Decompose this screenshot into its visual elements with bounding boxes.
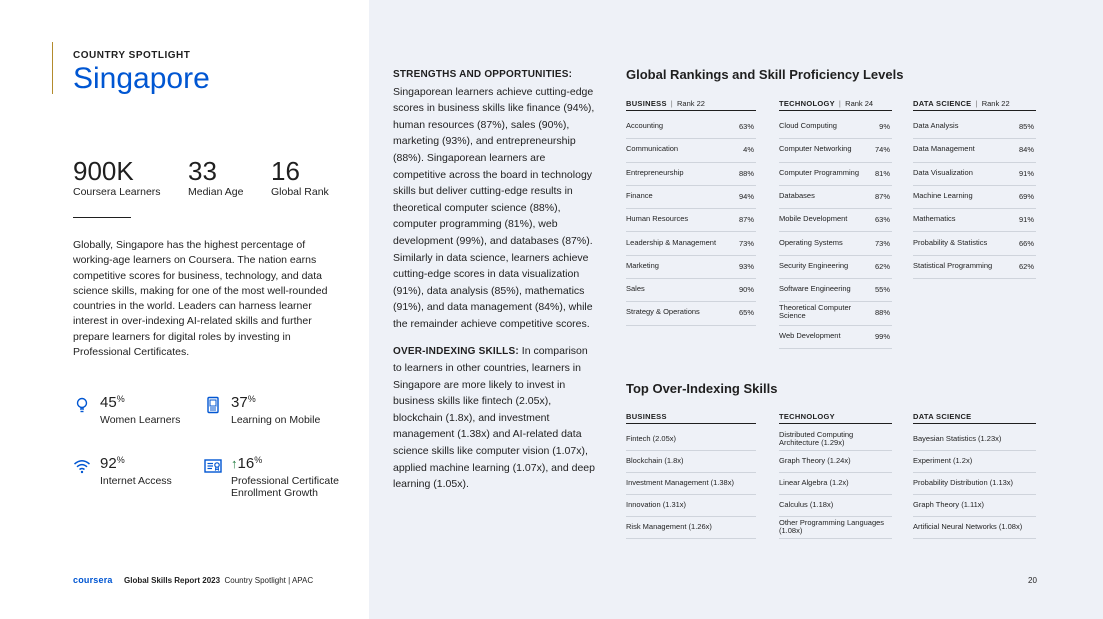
stat-global-rank — [271, 156, 329, 198]
skill-name: Innovation (1.31x) — [626, 500, 687, 509]
footer-text — [124, 576, 313, 585]
kpi-learning-mobile — [204, 394, 354, 430]
skill-name: Data Analysis — [913, 121, 959, 130]
overindexing-paragraph — [393, 343, 598, 493]
skill-name: Fintech (2.05x) — [626, 434, 677, 443]
header-separator: | — [670, 99, 673, 108]
kpi-internet-access — [73, 455, 203, 491]
skill-name: Data Visualization — [913, 167, 973, 177]
kpi-unit: % — [247, 394, 256, 404]
table-row — [913, 233, 1036, 256]
kpi-label: Women Learners — [100, 414, 181, 426]
table-row — [626, 279, 756, 302]
rankings-data-science-table — [913, 99, 1036, 359]
accent-line — [52, 42, 53, 94]
kpi-number: 92 — [100, 455, 117, 472]
table-row — [913, 116, 1036, 139]
stat-value: 16 — [271, 156, 300, 186]
skill-percent: 91% — [1018, 215, 1034, 225]
table-row — [779, 429, 892, 451]
table-header — [913, 99, 1010, 108]
kpi-label: Internet Access — [100, 475, 172, 487]
kpi-label: Professional Certificate Enrollment Growth — [231, 475, 339, 499]
table-row — [626, 517, 756, 539]
country-title: Singapore — [73, 62, 210, 95]
skill-name: Graph Theory (1.11x) — [913, 500, 985, 509]
skill-percent: 69% — [1018, 191, 1034, 201]
skill-name: Databases — [779, 190, 815, 200]
lightbulb-icon — [73, 396, 91, 414]
strengths-heading: STRENGTHS AND OPPORTUNITIES: — [393, 69, 573, 80]
skill-percent: 74% — [874, 145, 890, 155]
kpi-value — [231, 394, 256, 411]
top-data-science-table — [913, 412, 1036, 542]
kpi-value — [231, 455, 262, 472]
header-rule — [626, 110, 756, 111]
table-row — [779, 473, 892, 495]
skill-name: Artificial Neural Networks (1.08x) — [913, 522, 1023, 531]
category-name: TECHNOLOGY — [779, 99, 835, 108]
rankings-technology-table — [779, 99, 892, 359]
spotlight-label: COUNTRY SPOTLIGHT — [73, 50, 191, 61]
table-row — [626, 473, 756, 495]
table-header: DATA SCIENCE — [913, 412, 972, 421]
skill-percent: 63% — [874, 215, 890, 225]
skill-name: Distributed Computing Architecture (1.29x) — [779, 430, 854, 447]
skill-percent: 9% — [879, 122, 890, 131]
skill-percent: 65% — [738, 308, 754, 318]
skill-percent: 94% — [738, 191, 754, 201]
table-header — [779, 99, 873, 108]
skill-percent: 85% — [1018, 122, 1034, 131]
table-row — [913, 517, 1036, 539]
skill-percent: 73% — [738, 238, 754, 248]
skill-percent: 88% — [738, 168, 754, 178]
skill-name: Risk Management (1.26x) — [626, 522, 712, 531]
table-row — [779, 139, 892, 162]
skill-name: Other Programming Languages (1.08x) — [779, 518, 885, 535]
category-name: DATA SCIENCE — [913, 99, 972, 108]
skill-name: Web Development — [779, 330, 841, 340]
header-rule — [626, 423, 756, 424]
kpi-unit: % — [116, 394, 125, 404]
skill-percent: 81% — [874, 168, 890, 178]
skill-percent: 87% — [874, 191, 890, 201]
skill-percent: 84% — [1018, 145, 1034, 155]
kpi-unit: % — [116, 455, 125, 465]
category-rank: Rank 24 — [845, 99, 874, 108]
table-row — [779, 256, 892, 279]
skill-name: Communication — [626, 144, 679, 154]
table-row — [626, 256, 756, 279]
skill-name: Bayesian Statistics (1.23x) — [913, 434, 1002, 443]
header-rule — [913, 110, 1036, 111]
footer-report: Global Skills Report 2023 — [124, 576, 221, 585]
skill-name: Security Engineering — [779, 260, 849, 270]
table-row — [779, 233, 892, 256]
stat-learners — [73, 156, 161, 198]
overindexing-heading: OVER-INDEXING SKILLS: — [393, 345, 519, 357]
skill-name: Computer Networking — [779, 144, 852, 154]
narrative-column — [393, 66, 598, 503]
stat-label: Global Rank — [271, 186, 329, 198]
stat-label: Median Age — [188, 186, 244, 198]
skill-percent: 87% — [738, 215, 754, 225]
table-header: TECHNOLOGY — [779, 412, 835, 421]
table-row — [913, 256, 1036, 279]
skill-name: Probability & Statistics — [913, 237, 988, 247]
intro-paragraph: Globally, Singapore has the highest percentage of working-age learners on Coursera. The nation earns competitive scores for business, technology, and data science skills, making for one of the most well-rounded countries in the world. Leaders can harness learner interest in over-indexing AI-related skills and further prepare learners for digital roles by investing in Professional Certificates. — [73, 239, 328, 359]
skill-name: Accounting — [626, 121, 664, 130]
skill-percent: 99% — [874, 331, 890, 341]
table-row — [779, 451, 892, 473]
stat-value: 33 — [188, 156, 217, 186]
table-row — [779, 209, 892, 232]
mobile-icon — [204, 396, 222, 414]
skill-name: Cloud Computing — [779, 121, 837, 130]
kpi-number: 45 — [100, 394, 117, 411]
table-row — [626, 163, 756, 186]
skill-percent: 63% — [738, 122, 754, 131]
skill-name: Mathematics — [913, 214, 956, 224]
skill-name: Calculus (1.18x) — [779, 500, 834, 509]
table-row — [779, 279, 892, 302]
table-row — [626, 451, 756, 473]
skill-name: Investment Management (1.38x) — [626, 478, 734, 487]
kpi-certificate-growth — [204, 455, 354, 503]
rankings-business-table — [626, 99, 756, 359]
growth-arrow-icon: ↑ — [231, 456, 238, 471]
rankings-title: Global Rankings and Skill Proficiency Levels — [626, 67, 904, 82]
category-rank: Rank 22 — [981, 99, 1010, 108]
table-row — [779, 326, 892, 349]
skill-percent: 90% — [738, 285, 754, 295]
table-header — [626, 99, 705, 108]
skill-name: Finance — [626, 190, 653, 200]
stat-value: 900K — [73, 156, 134, 186]
skill-name: Strategy & Operations — [626, 307, 700, 317]
table-row — [913, 451, 1036, 473]
skill-name: Theoretical Computer Science — [779, 303, 852, 321]
header-rule — [913, 423, 1036, 424]
divider — [73, 217, 131, 218]
stat-median-age — [188, 156, 243, 198]
skill-percent: 62% — [1018, 261, 1034, 271]
wifi-icon — [73, 457, 91, 475]
skill-name: Sales — [626, 284, 645, 294]
skill-name: Mobile Development — [779, 214, 848, 224]
kpi-women-learners — [73, 394, 203, 430]
table-header: BUSINESS — [626, 412, 667, 421]
stat-label: Coursera Learners — [73, 186, 161, 198]
strengths-body: Singaporean learners achieve cutting-edge scores in business skills like finance (94%), human resources (87%), sales (90%), marketing (93%), and entrepreneurship (88%). Singaporean learners are competitive across the board in technology skills but deliver cutting-edge results in theoretical computer science (88%), computer programming (81%), web development (99%), and databases (87%). Similarly in data science, learners achieve cutting-edge scores in data visualization (91%), data analysis (85%), mathematics (91%), and data management (84%), while the remainder achieve competitive scores. — [393, 85, 595, 330]
table-row — [779, 116, 892, 139]
skill-percent: 73% — [874, 238, 890, 248]
top-technology-table — [779, 412, 892, 542]
table-row — [626, 233, 756, 256]
top-business-table — [626, 412, 756, 542]
category-name: BUSINESS — [626, 99, 667, 108]
header-separator: | — [838, 99, 842, 108]
table-row — [626, 116, 756, 139]
skill-name: Human Resources — [626, 214, 689, 224]
page-number: 20 — [1028, 576, 1037, 585]
table-row — [779, 495, 892, 517]
skill-name: Probability Distribution (1.13x) — [913, 478, 1014, 487]
header-separator: | — [975, 99, 978, 108]
skill-name: Experiment (1.2x) — [913, 456, 973, 465]
skill-percent: 66% — [1018, 238, 1034, 248]
table-row — [626, 209, 756, 232]
coursera-logo: coursera — [73, 575, 113, 585]
table-row — [913, 429, 1036, 451]
table-row — [779, 186, 892, 209]
skill-percent: 88% — [874, 308, 890, 318]
table-row — [913, 209, 1036, 232]
skill-percent: 93% — [738, 261, 754, 271]
table-row — [779, 302, 892, 325]
skill-percent: 4% — [743, 145, 754, 155]
kpi-value — [100, 394, 125, 411]
skill-name: Graph Theory (1.24x) — [779, 456, 851, 465]
header-rule — [779, 423, 892, 424]
skill-percent: 91% — [1018, 168, 1034, 178]
strengths-paragraph — [393, 66, 598, 333]
top-skills-title: Top Over-Indexing Skills — [626, 381, 778, 396]
kpi-number: 16 — [237, 455, 255, 472]
header-rule — [779, 110, 892, 111]
table-row — [779, 163, 892, 186]
table-row — [913, 163, 1036, 186]
skill-name: Statistical Programming — [913, 260, 993, 270]
skill-name: Software Engineering — [779, 284, 851, 294]
left-panel — [0, 0, 369, 619]
skill-name: Computer Programming — [779, 167, 860, 177]
table-row — [626, 429, 756, 451]
skill-name: Entrepreneurship — [626, 167, 684, 177]
kpi-unit: % — [254, 455, 263, 465]
footer-section: Country Spotlight | APAC — [224, 576, 314, 585]
table-row — [779, 517, 892, 539]
skill-percent: 62% — [874, 261, 890, 271]
kpi-number: 37 — [231, 394, 248, 411]
skill-name: Leadership & Management — [626, 237, 717, 247]
table-row — [913, 139, 1036, 162]
skill-name: Marketing — [626, 260, 659, 270]
skill-name: Linear Algebra (1.2x) — [779, 478, 849, 487]
table-row — [913, 186, 1036, 209]
kpi-value — [100, 455, 125, 472]
table-row — [626, 495, 756, 517]
table-row — [626, 186, 756, 209]
skill-name: Data Management — [913, 144, 975, 154]
skill-percent: 55% — [874, 285, 890, 295]
certificate-icon — [204, 457, 222, 475]
table-row — [913, 473, 1036, 495]
table-row — [626, 139, 756, 162]
skill-name: Machine Learning — [913, 190, 973, 200]
kpi-label: Learning on Mobile — [231, 414, 321, 426]
overindexing-body: In comparison to learners in other countries, learners in Singapore are more likely to invest in business skills like fintech (2.05x), blockchain (1.8x), and investment management (1.38x) and AI-related data science skills like computer vision (1.07x), applied machine learning (1.07x), and deep learning (1.05x). — [393, 344, 595, 491]
table-row — [626, 302, 756, 325]
skill-name: Blockchain (1.8x) — [626, 456, 684, 465]
category-rank: Rank 22 — [677, 99, 705, 108]
table-row — [913, 495, 1036, 517]
skill-name: Operating Systems — [779, 237, 843, 247]
